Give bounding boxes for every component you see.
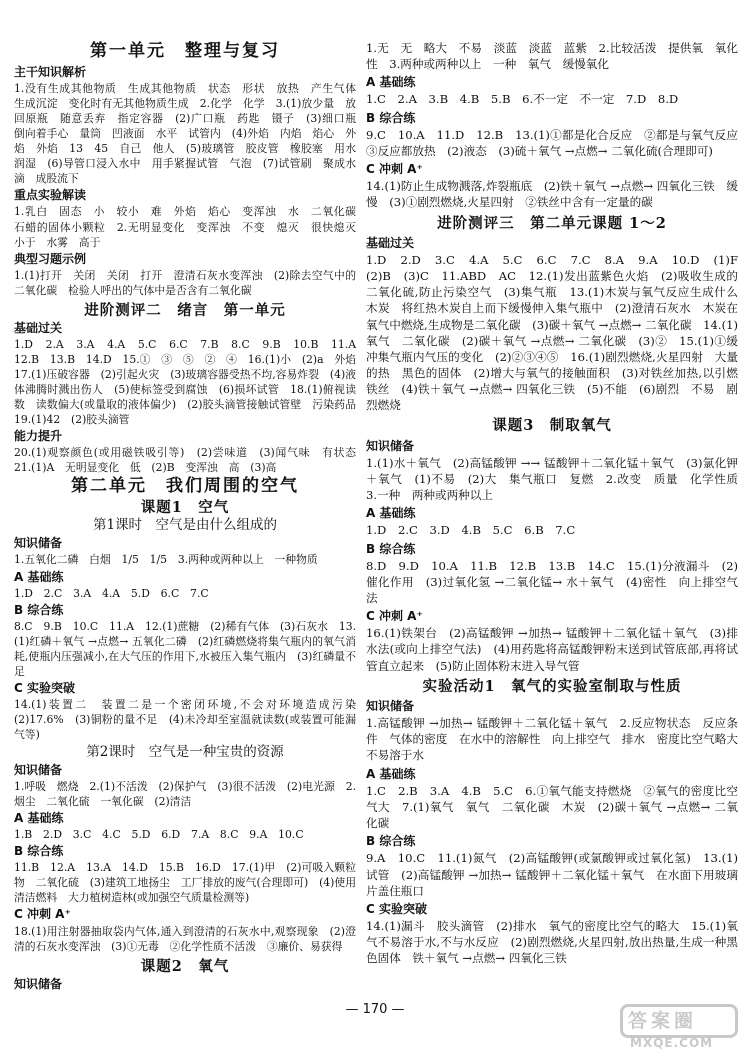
answer-paragraph: 1.(1)打开 关闭 关闭 打开 澄清石灰水变浑浊 (2)除去空气中的二氧化碳 检验人呼出的气体中是否含有二氧化碳: [14, 268, 356, 297]
section-title: 课题1 空气: [140, 499, 230, 517]
lesson-title: 第2课时 空气是一种宝贵的资源: [86, 744, 284, 761]
answer-paragraph: 1.(1)水＋氧气 (2)高锰酸钾 →→ 锰酸钾＋二氧化锰＋氧气 (3)氯化钾＋氧气 (1)不易 (2)大 集气瓶口 复燃 2.改变 质量 化学性质 3.一种 两种或两种以上: [366, 455, 750, 503]
subsection-heading: 主干知识解析: [14, 65, 87, 80]
section-title: 课题2 氧气: [140, 957, 230, 975]
answer-paragraph: 1.呼吸 燃烧 2.(1)不活泼 (2)保护气 (3)很不活泼 (2)电光源 2.烟尘 二氧化硫 一氧化碳 (2)清洁: [14, 780, 356, 809]
subsection-heading: 能力提升: [14, 429, 63, 444]
answer-paragraph: 14.(1)装置二 装置二是一个密闭环境,不会对环境造成污染 (2)17.6% (3)铜粉的量不足 (4)未冷却至室温就读数(或装置可能漏气等): [14, 697, 367, 741]
section-title: 实验活动1 氧气的实验室制取与性质: [422, 677, 682, 695]
unit-title: 第二单元 我们周围的空气: [71, 476, 299, 497]
subsection-heading: 知识储备: [14, 976, 63, 991]
answer-paragraph: 16.(1)铁架台 (2)高锰酸钾 →加热→ 锰酸钾＋二氧化锰＋氧气 (3)排水法(或向上排空气法) (4)用药匙将高锰酸钾粉末送到试管底部,再将试管直立起来 (5)防止固体粉末进入导气管: [366, 626, 738, 673]
answer-paragraph: 1.五氧化二磷 白烟 1/5 1/5 3.两种或两种以上 一种物质: [14, 553, 318, 567]
subsection-heading: C 冲刺 A⁺: [366, 162, 423, 177]
answer-paragraph: 1.D 2.A 3.A 4.A 5.C 6.C 7.B 8.C 9.B 10.B 11.A 12.B 13.B 14.D 15.① ③ ⑤ ② ④ 16.(1)小 (2)a 外焰 17.(1)压破容器 (2)引起火灾 (3)玻璃容器受热不均,容易炸裂 (4)液体沸腾时溅出伤人 (5)使标签受到腐蚀 (6)损坏试管 18.(1)俯视读数 读数偏大(或量取的液体偏少) (2)胶头滴管接触试管壁 污染药品 19.(1)42 (2)胶头滴管: [14, 337, 367, 427]
answer-paragraph: 11.B 12.A 13.A 14.D 15.B 16.D 17.(1)甲 (2)可吸入颗粒物 二氧化硫 (3)建筑工地扬尘 工厂排放的废气(合理即可) (4)使用清洁燃料 大力植树造林(或加强空气质量检测等): [14, 861, 356, 905]
subsection-heading: A 基础练: [14, 569, 64, 584]
subsection-heading: 基础过关: [366, 235, 415, 250]
subsection-heading: B 综合练: [14, 602, 64, 617]
left-column: [14, 40, 367, 993]
answer-paragraph: 1.D 2.D 3.C 4.A 5.C 6.C 7.C 8.A 9.A 10.D (1)F (2)B (3)C 11.ABD AC 12.(1)发出蓝紫色火焰 (2)吸收生成的二氧化硫,防止污染空气 (3)集气瓶 13.(1)木炭与氧气反应生成什么 木炭 将红热木炭自上而下缓慢伸入集气瓶中 (2)澄清石灰水 木炭在氧气中燃烧,生成物是二氧化碳 (3)碳＋氧气 →点燃→ 二氧化碳 14.(1)氧气 二氧化碳 (2)碳＋氧气 →点燃→ 二氧化碳 (3)② 15.(1)①缓冲集气瓶内气压的变化 (2)②③④⑤ 16.(1)剧烈燃烧,火星四射 大量的热 黑色的固体 (2)增大与氧气的接触面积 (3)对铁丝加热,以引燃铁丝 (4)铁＋氧气 →点燃→ 四氧化三铁 (5)不能 (6)剧烈 不易 剧烈燃烧: [366, 252, 750, 413]
answer-paragraph: 1.高锰酸钾 →加热→ 锰酸钾＋二氧化锰＋氧气 2.反应物状态 反应条件 气体的密度 在水中的溶解性 向上排空气 排水 密度比空气略大 不易溶于水: [366, 716, 750, 763]
subsection-heading: A 基础练: [366, 766, 416, 781]
subsection-heading: C 实验突破: [366, 901, 427, 916]
subsection-heading: 重点实验解读: [14, 188, 87, 203]
answer-paragraph: 8.C 9.B 10.C 11.A 12.(1)蔗糖 (2)稀有气体 (3)石灰水 13.(1)红磷＋氧气 →点燃→ 五氧化二磷 (2)红磷燃烧将集气瓶内的氧气消耗,使瓶内压强减小,在大气压的作用下,水被压入集气瓶内 (3)红磷量不足: [14, 619, 356, 678]
answer-paragraph: 20.(1)观察颜色(或用磁铁吸引等) (2)尝味道 (3)闻气味 有状态 21.(1)A 无明显变化 低 (2)B 变浑浊 高 (3)高: [14, 446, 367, 475]
answer-paragraph: 18.(1)用注射器抽取袋内气体,通入到澄清的石灰水中,观察现象 (2)澄清的石灰水变浑浊 (3)①无毒 ②化学性质不活泼 ③廉价、易获得: [14, 924, 356, 953]
section-title: 进阶测评三 第二单元课题 1～2: [437, 214, 667, 232]
subsection-heading: A 基础练: [366, 506, 416, 521]
answer-paragraph: 1.乳白 固态 小 较小 难 外焰 焰心 变浑浊 水 二氧化碳 石蜡的固体小颗粒 2.无明显变化 变浑浊 不变 熄灭 很快熄灭 小于 水雾 高于: [14, 205, 367, 249]
subsection-heading: 知识储备: [14, 536, 63, 551]
watermark-logo: [620, 1000, 738, 1054]
answer-paragraph: 9.A 10.C 11.(1)氮气 (2)高锰酸钾(或氯酸钾或过氧化氢) 13.(1)试管 (2)高锰酸钾 →加热→ 锰酸钾＋二氧化锰＋氧气 在水面下用玻璃片盖住瓶口: [366, 851, 738, 898]
lesson-title: 第1课时 空气是由什么组成的: [92, 517, 278, 534]
page-number: — 170 —: [345, 1002, 405, 1017]
answer-paragraph: 1.D 2.C 3.A 4.A 5.D 6.C 7.C: [14, 586, 209, 600]
subsection-heading: A 基础练: [366, 75, 416, 90]
subsection-heading: 典型习题示例: [14, 251, 87, 266]
answer-paragraph: 14.(1)防止生成物溅落,炸裂瓶底 (2)铁＋氧气 →点燃→ 四氧化三铁 缓慢 (3)①剧烈燃烧,火星四射 ②铁丝中含有一定量的碳: [366, 179, 738, 210]
subsection-heading: 基础过关: [14, 320, 63, 335]
answer-paragraph: 8.D 9.D 10.A 11.B 12.B 13.B 14.C 15.(1)分液漏斗 (2)催化作用 (3)过氧化氢 →二氧化锰→ 水＋氧气 (4)密性 向上排空气法: [366, 558, 738, 605]
subsection-heading: B 综合练: [14, 844, 64, 859]
subsection-heading: B 综合练: [366, 541, 416, 556]
subsection-heading: B 综合练: [366, 834, 416, 849]
watermark-text: 答案圈: [628, 1010, 698, 1032]
answer-paragraph: 1.C 2.B 3.A 4.B 5.C 6.①氧气能支持燃烧 ②氧气的密度比空气大 7.(1)氧气 氧气 二氧化碳 木炭 (2)碳＋氧气 →点燃→ 二氧化碳: [366, 783, 738, 831]
section-title: 课题3 制取氧气: [492, 417, 612, 435]
right-column: [366, 40, 750, 966]
subsection-heading: B 综合练: [366, 110, 416, 125]
answer-paragraph: 1.B 2.D 3.C 4.C 5.D 6.D 7.A 8.C 9.A 10.C: [14, 828, 304, 842]
unit-title: 第一单元 整理与复习: [90, 41, 280, 61]
answer-paragraph: 1.C 2.A 3.B 4.B 5.B 6.不一定 不一定 7.D 8.D: [366, 92, 679, 107]
watermark-url: MXQE.COM: [630, 1036, 714, 1050]
subsection-heading: A 基础练: [14, 811, 64, 826]
subsection-heading: C 冲刺 A⁺: [14, 907, 71, 922]
subsection-heading: C 冲刺 A⁺: [366, 609, 423, 624]
answer-paragraph: 1.D 2.C 3.D 4.B 5.C 6.B 7.C: [366, 523, 576, 538]
subsection-heading: 知识储备: [14, 763, 63, 778]
subsection-heading: C 实验突破: [14, 680, 75, 695]
answer-paragraph: 9.C 10.A 11.D 12.B 13.(1)①都是化合反应 ②都是与氧气反应 ③反应都放热 (2)液态 (3)硫＋氧气 →点燃→ 二氧化硫(合理即可): [366, 127, 750, 158]
answer-paragraph: 1.无 无 略大 不易 淡蓝 淡蓝 蓝紫 2.比较活泼 提供氧 氧化性 3.两种或两种以上 一种 氧气 缓慢氧化: [366, 41, 738, 72]
section-title: 进阶测评二 绪言 第一单元: [84, 301, 286, 319]
subsection-heading: 知识储备: [366, 698, 415, 713]
subsection-heading: 知识储备: [366, 438, 415, 453]
answer-paragraph: 1.没有生成其他物质 生成其他物质 状态 形状 放热 产生气体 生成沉淀 变化时有无其他物质生成 2.化学 化学 3.(1)放少量 放回原瓶 随意丢弃 指定容器 (2)广口瓶 药匙 镊子 (3)细口瓶 倒向着手心 量筒 凹液面 水平 试管内 (4)外焰 内焰 焰心 外焰 外焰 13 45 自己 他人 (5)玻璃管 胶皮管 橡胶塞 用水润湿 (6)导管口浸入水中 用手紧握试管 气泡 (7)试管刷 聚成水滴 成股流下: [14, 82, 367, 186]
answer-paragraph: 14.(1)漏斗 胶头滴管 (2)排水 氧气的密度比空气的略大 15.(1)氧气不易溶于水,不与水反应 (2)剧烈燃烧,火星四射,放出热量,生成一种黑色固体 铁＋氧气 →点燃→ 四氧化三铁: [366, 918, 738, 966]
